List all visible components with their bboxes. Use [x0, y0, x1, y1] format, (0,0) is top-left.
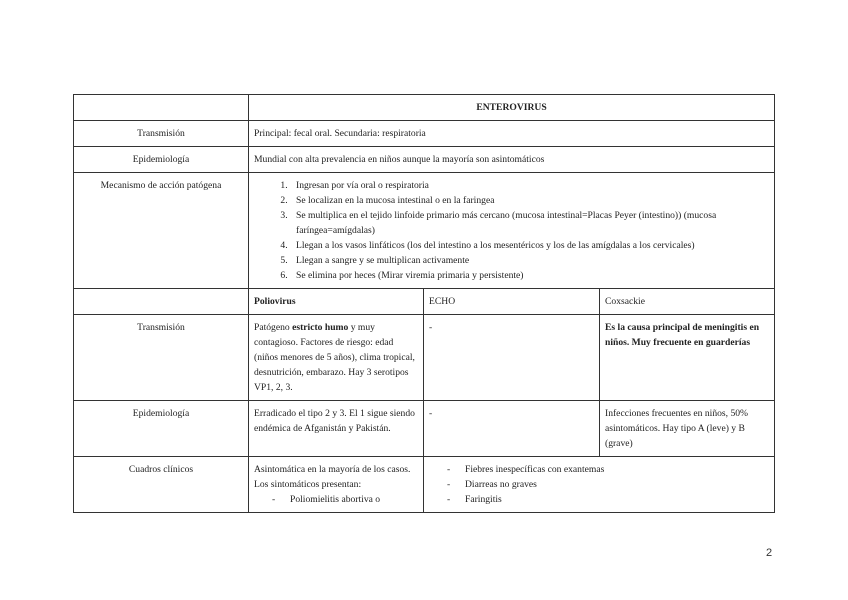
polio-transmision — [249, 315, 424, 401]
table-row — [74, 147, 775, 173]
epidemiologia-value: Mundial con alta prevalencia en niños aunque la mayoría son asintomáticos — [249, 147, 775, 173]
echo-epidemiologia: - — [424, 401, 600, 457]
empty-header-cell — [74, 95, 249, 121]
list-item: 4. Llegan a los vasos linfáticos (los del intestino a los mesentéricos y los de las amígdalas a los cervicales) — [290, 238, 769, 253]
empty-subheader-cell — [74, 289, 249, 315]
row-label-mecanismo: Mecanismo de acción patógena — [74, 173, 249, 289]
polio-cuadros-text: Asintomática en la mayoría de los casos. Los sintomáticos presentan: — [254, 464, 411, 490]
polio-transmision-post: y muy contagioso. Factores de riesgo: edad (niños menores de 5 años), clima tropical, desnutrición, embarazo. Hay 3 serotipos VP1, 2, 3. — [254, 322, 415, 393]
header-row — [74, 95, 775, 121]
table-row — [74, 173, 775, 289]
row-label-epidemiologia-2: Epidemiología — [74, 401, 249, 457]
list-item: 1. Ingresan por vía oral o respiratoria — [290, 178, 769, 193]
row-label-transmision: Transmisión — [74, 121, 249, 147]
list-item: 3. Se multiplica en el tejido linfoide primario más cercano (mucosa intestinal=Placas Peyer (intestino)) (mucosa faríngea=amígdalas) — [290, 208, 769, 238]
list-item: 6. Se elimina por heces (Mirar viremia primaria y persistente) — [290, 268, 769, 283]
coxsackie-transmision: Es la causa principal de meningitis en niños. Muy frecuente en guarderías — [600, 315, 775, 401]
polio-transmision-bold: estricto humo — [292, 322, 349, 333]
polio-cuadros-list — [254, 492, 418, 507]
table-row — [74, 121, 775, 147]
echo-transmision: - — [424, 315, 600, 401]
enterovirus-table — [73, 94, 775, 513]
row-label-epidemiologia: Epidemiología — [74, 147, 249, 173]
subheader-poliovirus: Poliovirus — [249, 289, 424, 315]
mechanism-steps-list — [254, 178, 769, 283]
table-row — [74, 401, 775, 457]
list-item: 5. Llegan a sangre y se multiplican activamente — [290, 253, 769, 268]
echo-coxsackie-cuadros — [424, 457, 775, 513]
list-item: - Fiebres inespecíficas con exantemas — [447, 462, 769, 477]
polio-cuadros — [249, 457, 424, 513]
list-item: 2. Se localizan en la mucosa intestinal o en la faringea — [290, 193, 769, 208]
mecanismo-value — [249, 173, 775, 289]
row-label-transmision-2: Transmisión — [74, 315, 249, 401]
echo-coxsackie-cuadros-list — [429, 462, 769, 507]
subheader-coxsackie: Coxsackie — [600, 289, 775, 315]
polio-epidemiologia: Erradicado el tipo 2 y 3. El 1 sigue siendo endémica de Afganistán y Pakistán. — [249, 401, 424, 457]
page-number: 2 — [766, 547, 773, 559]
list-item: - Poliomielitis abortiva o — [272, 492, 418, 507]
transmision-value: Principal: fecal oral. Secundaria: respiratoria — [249, 121, 775, 147]
row-label-cuadros: Cuadros clínicos — [74, 457, 249, 513]
coxsackie-epidemiologia: Infecciones frecuentes en niños, 50% asintomáticos. Hay tipo A (leve) y B (grave) — [600, 401, 775, 457]
list-item: - Faringitis — [447, 492, 769, 507]
table-title: ENTEROVIRUS — [249, 95, 775, 121]
subheader-row — [74, 289, 775, 315]
polio-transmision-pre: Patógeno — [254, 322, 293, 333]
list-item: - Diarreas no graves — [447, 477, 769, 492]
table-row — [74, 315, 775, 401]
table-row — [74, 457, 775, 513]
subheader-echo: ECHO — [424, 289, 600, 315]
